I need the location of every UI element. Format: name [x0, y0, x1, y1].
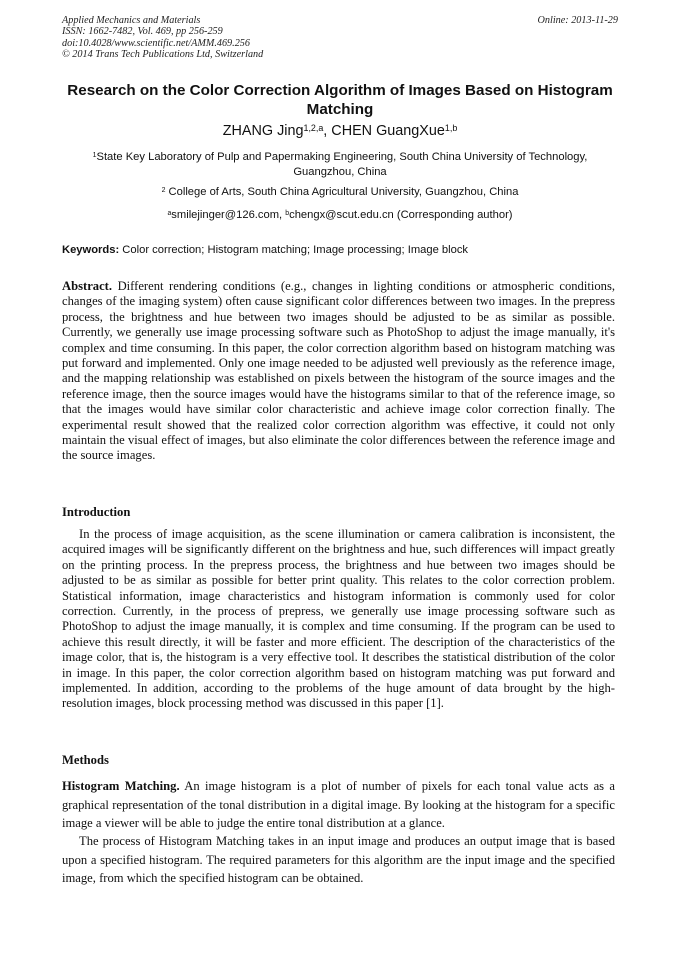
section-heading-introduction: Introduction: [62, 505, 131, 519]
email-mark: a: [167, 209, 172, 217]
abstract: [62, 279, 615, 464]
paper-title: Research on the Color Correction Algorithm of Images Based on Histogram Matching: [67, 82, 613, 118]
email-line: [62, 208, 618, 223]
issn-line: ISSN: 1662-7482, Vol. 469, pp 256-259: [62, 26, 223, 38]
email-mark: b: [285, 209, 290, 217]
online-date: Online: 2013-11-29: [537, 15, 618, 26]
doi-line[interactable]: doi:10.4028/www.scientific.net/AMM.469.256: [62, 37, 250, 49]
email-b[interactable]: chengx@scut.edu.cn (Corresponding author): [289, 209, 513, 221]
author-name: ZHANG Jing: [222, 123, 304, 139]
section-heading-methods: Methods: [62, 753, 109, 767]
copyright-line: © 2014 Trans Tech Publications Ltd, Switzerland: [62, 49, 264, 61]
introduction-paragraph: In the process of image acquisition, as the scene illumination or camera calibration is inconsistent, the acquired images will be significantly different on the brightness and hue, such differences will impact greatly on the printing process. In the prepress process, the brightness and hue between two images should be adjusted to be as similar as possible for better print quality. This relates to the color correction problem. Statistical information, image characteristics and histogram information is commonly used for color correction. Currently, in the process of prepress, we generally use image processing software such as PhotoShop to adjust the image manually, it is complex and time consuming. If the program can be used to achieve this result directly, it will be faster and more efficient. The description of the characteristics of the image color, that is, the histogram is a very effective tool. It describes the statistical distribution of the color in image. In this paper, the color correction algorithm based on histogram matching was put forward and implemented. In addition, according to the problems of the huge amount of data brought by the high-resolution images, block processing method was discussed in this paper [1].: [62, 527, 615, 711]
affiliation-text: State Key Laboratory of Pulp and Papermaking Engineering, South China University of Technology, Guangzhou, China: [96, 151, 588, 178]
author-line: [62, 122, 618, 140]
affiliation-text: College of Arts, South China Agricultural University, Guangzhou, China: [165, 186, 519, 198]
methods-text: An image histogram is a plot of number of pixels for each tonal value acts as a graphical representation of the tonal distribution in a digital image. By looking at the histogram for a specific image a viewer will be able to judge the entire tonal distribution at a glance.: [62, 779, 615, 831]
affiliation-2: [62, 185, 618, 200]
abstract-text: Different rendering conditions (e.g., changes in lighting conditions or atmospheric conditions, changes of the imaging system) often cause significant color differences between two images. In the prepress process, the brightness and hue between two images should be adjusted to be as similar as possible. Currently, we generally use image processing software such as PhotoShop to adjust the image manually, it's complex and time consuming. In this paper, the color correction algorithm based on histogram matching was put forward and implemented. Only one image needed to be adjusted well previously as the reference image, and the mapping relationship was established on pixels between the histogram of the source images and the reference image, then the source images would have the histograms similar to that of the reference image, so that the images would have similar color characteristic and achieve image color correction finally. The experimental result showed that the realized color correction algorithm was effective, it could not only maintain the visual effect of images, but also eliminate the color differences between the reference image and the source images.: [62, 279, 615, 463]
keywords-text: Color correction; Histogram matching; Image processing; Image block: [119, 244, 469, 256]
author-affiliation-mark: 1,b: [444, 122, 458, 133]
author-affiliation-mark: 1,2,a: [303, 122, 324, 133]
affiliation-mark: 2: [161, 186, 166, 194]
keywords-label: Keywords:: [62, 244, 120, 256]
author-separator: ,: [323, 123, 332, 139]
affiliation-mark: 1: [92, 151, 97, 159]
subsection-label: Histogram Matching.: [62, 779, 180, 793]
author-name: CHEN GuangXue: [331, 123, 445, 139]
methods-paragraph-2: The process of Histogram Matching takes in an input image and produces an output image that is based upon a specified histogram. The required parameters for this algorithm are the input image and the specified image, from which the specified histogram can be obtained.: [62, 834, 615, 886]
affiliation-1: [62, 150, 618, 180]
keywords: [62, 243, 618, 258]
journal-name: Applied Mechanics and Materials: [62, 15, 201, 26]
methods-paragraph-1: [62, 777, 615, 833]
journal-info: [62, 15, 618, 61]
email-a[interactable]: smilejinger@126.com,: [171, 209, 286, 221]
running-header: [62, 15, 618, 61]
abstract-label: Abstract.: [62, 279, 113, 293]
